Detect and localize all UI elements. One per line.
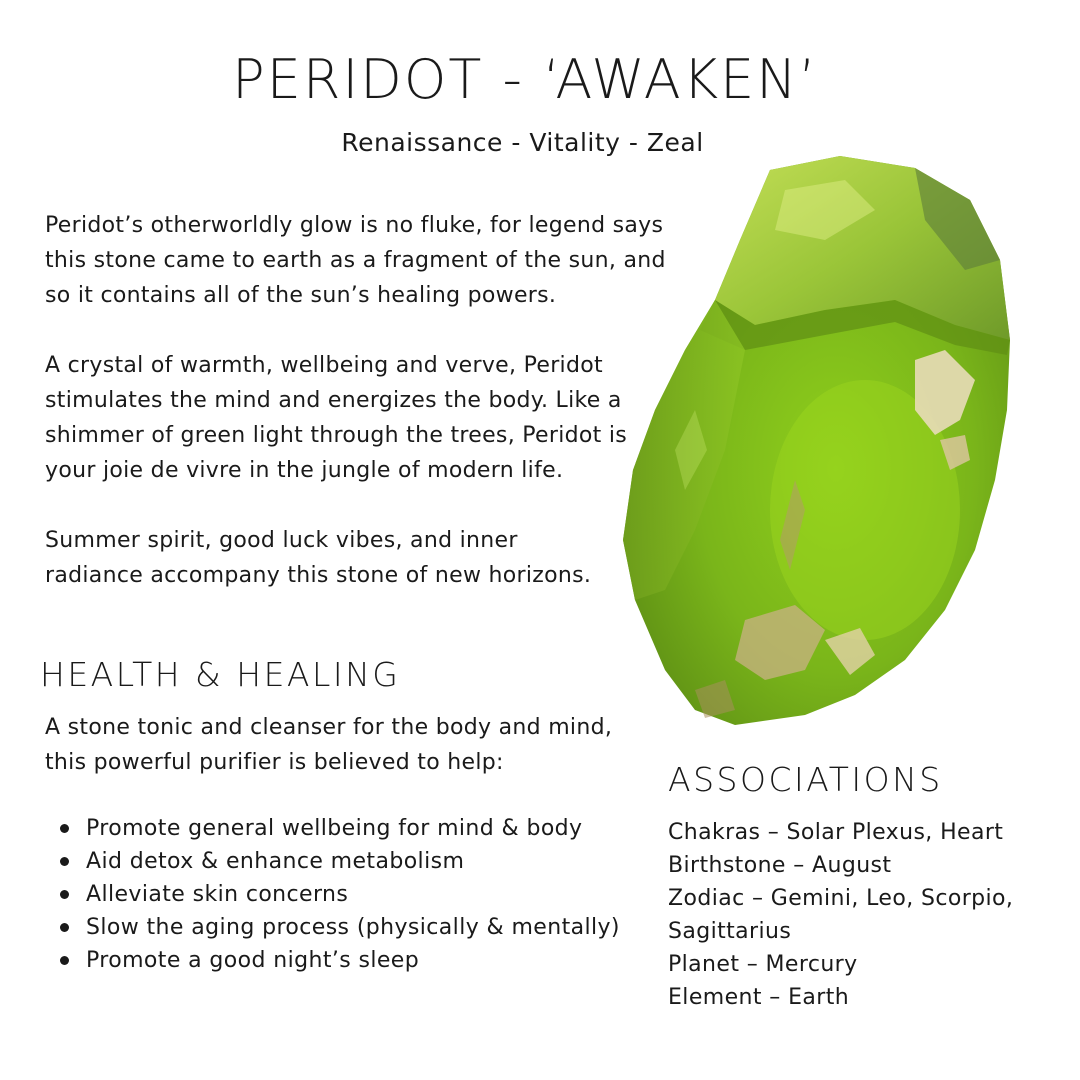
intro-paragraph: Summer spirit, good luck vibes, and inner radiance accompany this stone of new horizons. <box>45 528 592 588</box>
bullet-icon <box>60 824 69 833</box>
bullet-icon <box>60 956 69 965</box>
bullet-icon <box>60 890 69 899</box>
associations-heading: ASSOCIATIONS <box>668 760 943 799</box>
list-item <box>58 812 620 845</box>
list-item <box>58 944 620 977</box>
association-item: Chakras – Solar Plexus, Heart <box>668 820 1004 845</box>
bullet-icon <box>60 857 69 866</box>
intro-paragraph: Peridot’s otherworldly glow is no fluke, for legend says this stone came to earth as a fragment of the sun, and so it contains all of the sun’s healing powers. <box>45 213 666 308</box>
benefit-text: Promote general wellbeing for mind & body <box>86 816 583 841</box>
list-item <box>58 911 620 944</box>
benefit-text: Aid detox & enhance metabolism <box>86 849 465 874</box>
list-item <box>58 845 620 878</box>
intro-paragraph: A crystal of warmth, wellbeing and verve, Peridot stimulates the mind and energizes the body. Like a shimmer of green light through the trees, Peridot is your joie de vivre in the jungle of modern life. <box>45 353 628 483</box>
page-subtitle: Renaissance - Vitality - Zeal <box>341 128 704 157</box>
health-intro: A stone tonic and cleanser for the body and mind, this powerful purifier is believed to help: <box>45 715 613 775</box>
bullet-icon <box>60 923 69 932</box>
page-title: PERIDOT - ‘AWAKEN’ <box>232 48 818 111</box>
intro-section <box>45 208 685 628</box>
list-item <box>58 878 620 911</box>
associations-list <box>668 816 1048 1014</box>
benefit-text: Slow the aging process (physically & mentally) <box>86 915 620 940</box>
benefit-text: Alleviate skin concerns <box>86 882 349 907</box>
association-item: Zodiac – Gemini, Leo, Scorpio, Sagittarius <box>668 886 1014 944</box>
health-heading: HEALTH & HEALING <box>40 655 401 694</box>
association-item: Birthstone – August <box>668 853 892 878</box>
peridot-stone-image <box>615 150 1025 730</box>
benefit-text: Promote a good night’s sleep <box>86 948 420 973</box>
association-item: Element – Earth <box>668 985 850 1010</box>
association-item: Planet – Mercury <box>668 952 858 977</box>
health-benefits-list <box>58 812 620 977</box>
